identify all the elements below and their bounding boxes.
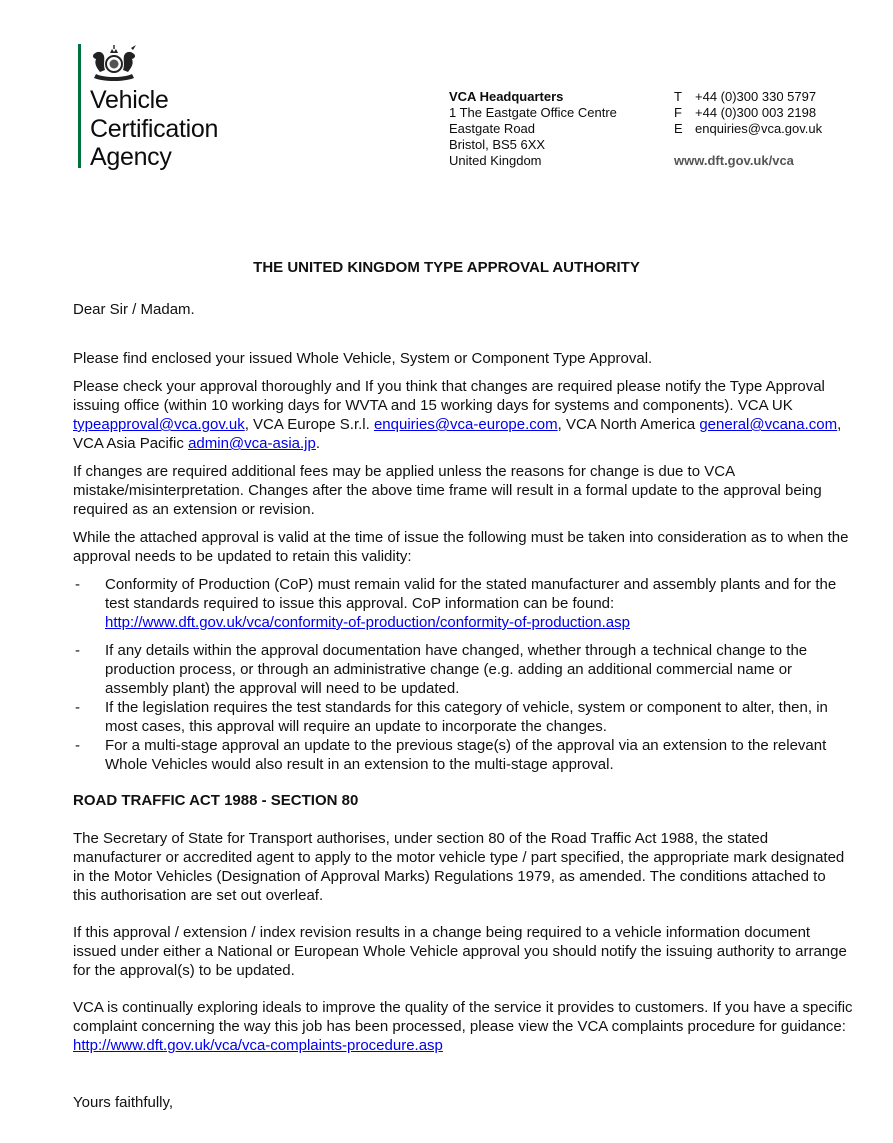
complaints-procedure-link[interactable]: http://www.dft.gov.uk/vca/vca-complaints-procedure.asp [73, 1037, 443, 1054]
list-item-text: If the legislation requires the test standards for this category of vehicle, system or component to alter, then, in most cases, this approval will require an update to incorporate the changes. [105, 699, 828, 735]
address-line: Bristol, BS5 6XX [449, 137, 546, 152]
bullet-marker: - [75, 737, 80, 754]
email-label: E [674, 121, 683, 136]
agency-name-line: Certification [90, 114, 219, 143]
brand-bar [78, 44, 81, 168]
list-item [73, 736, 853, 774]
text: Please check your approval thoroughly and If you think that changes are required please notify the Type Approval issuing office (within 10 working days for WVTA and 15 working days for systems and components). VCA UK [73, 378, 825, 414]
paragraph-complaints [73, 998, 853, 1055]
paragraph-fees: If changes are required additional fees may be applied unless the reasons for change is due to VCA mistake/misinterpretation. Changes after the above time frame will result in a formal update to the approval being required as an extension or revision. [73, 463, 822, 518]
email-row [674, 121, 822, 137]
hq-address [449, 89, 617, 169]
fax-label: F [674, 105, 682, 120]
royal-coat-of-arms-icon [90, 44, 138, 82]
fax-row [674, 105, 822, 121]
paragraph-validity: While the attached approval is valid at the time of issue the following must be taken into consideration as to when the approval needs to be updated to retain this validity: [73, 529, 849, 565]
bullet-marker: - [75, 699, 80, 716]
closing: Yours faithfully, [73, 1094, 174, 1111]
address-line: Eastgate Road [449, 121, 536, 136]
text: , VCA Europe S.r.l. [244, 416, 374, 433]
paragraph-section-80: The Secretary of State for Transport authorises, under section 80 of the Road Traffic Act 1988, the stated manufacturer or accredited agent to apply to the motor vehicle type / part specified, the appropriate mark designated in the Motor Vehicles (Designation of Approval Marks) Regulations 1979, as amended. The conditions attached to this authorisation are set out overleaf. [73, 830, 845, 904]
contact-block [674, 89, 822, 169]
address-heading: VCA Headquarters [449, 89, 564, 104]
text: , VCA Asia Pacific [73, 416, 842, 452]
text: VCA is continually exploring ideals to improve the quality of the service it provides to customers. If you have a specific complaint concerning the way this job has been processed, please view the VCA complaints procedure for guidance: [73, 999, 853, 1035]
document-title: THE UNITED KINGDOM TYPE APPROVAL AUTHORITY [253, 259, 640, 276]
telephone-row [674, 89, 822, 105]
list-item-text: For a multi-stage approval an update to the previous stage(s) of the approval via an extension to the relevant Whole Vehicles would also result in an extension to the multi-stage approval. [105, 737, 827, 773]
address-line: 1 The Eastgate Office Centre [449, 105, 617, 120]
text: , VCA North America [557, 416, 700, 433]
agency-name-line: Agency [90, 143, 172, 171]
bullet-marker: - [75, 576, 80, 593]
paragraph-check-approval [73, 377, 853, 453]
section-heading: ROAD TRAFFIC ACT 1988 - SECTION 80 [73, 792, 359, 809]
cop-info-link[interactable]: http://www.dft.gov.uk/vca/conformity-of-production/conformity-of-production.asp [105, 614, 630, 631]
address-line: United Kingdom [449, 153, 542, 168]
website: www.dft.gov.uk/vca [674, 153, 794, 168]
salutation: Dear Sir / Madam. [73, 301, 195, 318]
fax-number: +44 (0)300 003 2198 [695, 105, 817, 120]
agency-name [90, 86, 218, 172]
text: Conformity of Production (CoP) must remain valid for the stated manufacturer and assembly plants and for the test standards required to issue this approval. CoP information can be found: [105, 576, 837, 612]
list-item [73, 698, 853, 736]
list-item-text [105, 575, 853, 632]
vca-asia-pacific-email-link[interactable]: admin@vca-asia.jp [188, 435, 316, 452]
vca-uk-email-link[interactable]: typeapproval@vca.gov.uk [73, 416, 245, 433]
bullet-marker: - [75, 642, 80, 659]
vca-north-america-email-link[interactable]: general@vcana.com [699, 416, 838, 433]
text: . [315, 435, 321, 452]
paragraph-vehicle-information: If this approval / extension / index revision results in a change being required to a vehicle information document issued under either a National or European Whole Vehicle approval you should notify the issuing authority to arrange for the approval(s) to be updated. [73, 924, 847, 979]
paragraph-enclosed: Please find enclosed your issued Whole Vehicle, System or Component Type Approval. [73, 350, 653, 367]
agency-name-line: Vehicle [90, 86, 169, 114]
telephone-number: +44 (0)300 330 5797 [695, 89, 817, 104]
list-item [73, 575, 853, 632]
email-address: enquiries@vca.gov.uk [695, 121, 823, 136]
list-item-text: If any details within the approval documentation have changed, whether through a technical change to the production process, or through an administrative change (e.g. adding an additional commercial name or assembly plant) the approval will need to be updated. [105, 642, 808, 697]
telephone-label: T [674, 89, 682, 104]
list-item [73, 641, 853, 698]
vca-europe-email-link[interactable]: enquiries@vca-europe.com [373, 416, 558, 433]
